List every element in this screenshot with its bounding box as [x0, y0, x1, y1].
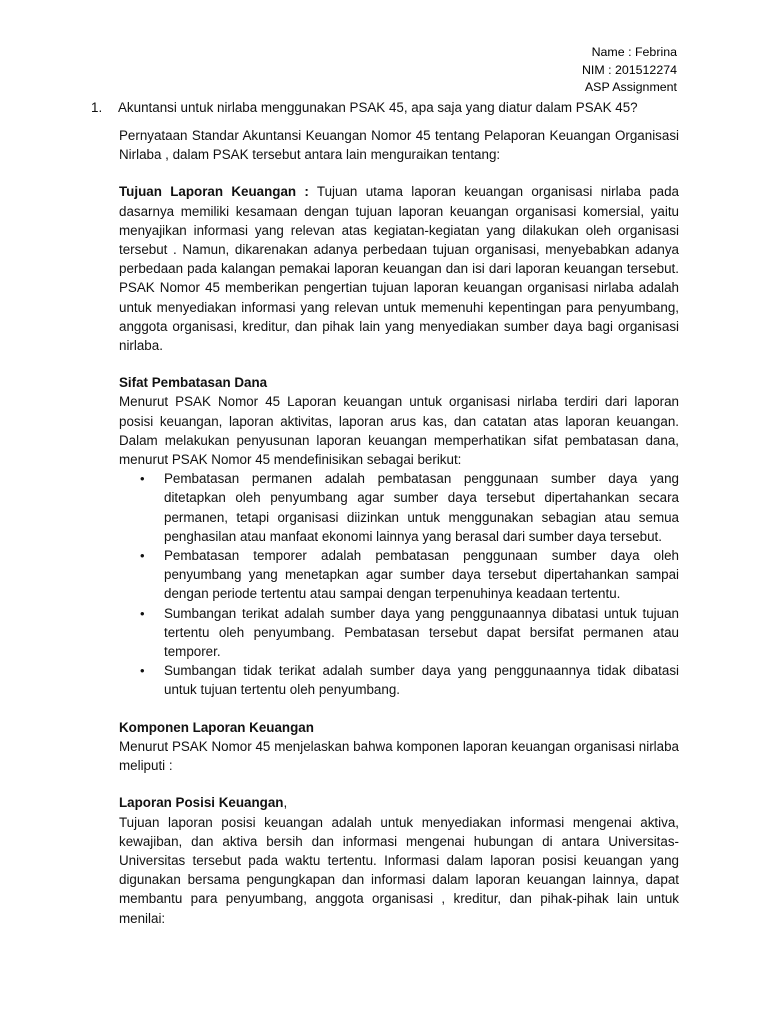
- student-nim: NIM : 201512274: [581, 62, 677, 77]
- question-text: Akuntansi untuk nirlaba menggunakan PSAK 45, apa saja yang diatur dalam PSAK 45?: [118, 100, 638, 115]
- tujuan-heading: Tujuan Laporan Keuangan :: [119, 184, 309, 200]
- intro-paragraph: Pernyataan Standar Akuntansi Keuangan Nomor 45 tentang Pelaporan Keuangan Organisasi Nirlaba , dalam PSAK tersebut antara lain menguraikan tentang:: [119, 128, 679, 163]
- komponen-heading: Komponen Laporan Keuangan: [119, 719, 314, 735]
- bullet-icon: •: [140, 548, 145, 564]
- sifat-bullet-list: [119, 469, 679, 699]
- sifat-heading: Sifat Pembatasan Dana: [119, 375, 268, 391]
- student-name: Name : Febrina: [591, 45, 677, 59]
- komponen-text: Menurut PSAK Nomor 45 menjelaskan bahwa komponen laporan keuangan organisasi nirlaba meliputi :: [119, 738, 679, 774]
- bullet-icon: •: [140, 471, 145, 487]
- tujuan-text: Tujuan utama laporan keuangan organisasi nirlaba pada dasarnya memiliki kesamaan dengan tujuan laporan keuangan organisasi komersial, yaitu menyajikan informasi yang relevan atas kegiatan-kegiatan yang dilakukan oleh organisasi tersebut . Namun, dikarenakan adanya perbedaan tujuan organisasi, menyebabkan adanya perbedaan pada kalangan pemakai laporan keuangan dan isi dari laporan keuangan tersebut. PSAK Nomor 45 memberikan pengertian tujuan laporan keuangan organisasi nirlaba adalah untuk menyediakan informasi yang relevan untuk memenuhi kepentingan para penyumbang, anggota organisasi, kreditur, dan pihak lain yang menyediakan sumber daya bagi organisasi nirlaba.: [119, 184, 679, 354]
- posisi-text: Tujuan laporan posisi keuangan adalah untuk menyediakan informasi mengenai aktiva, kewajiban, dan aktiva bersih dan informasi mengenai hubungan di antara Universitas-Universitas tersebut pada waktu tertentu. Informasi dalam laporan posisi keuangan yang digunakan bersama pengungkapan dan informasi dalam laporan keuangan lainnya, dapat membantu para penyumbang, anggota organisasi , kreditur, dan pihak-pihak lain untuk menilai:: [119, 814, 679, 926]
- question-number: 1.: [91, 100, 103, 115]
- list-item: [119, 604, 679, 662]
- list-item: [119, 661, 679, 699]
- bullet-icon: •: [140, 663, 145, 679]
- question-line: [91, 98, 681, 117]
- assignment-title: ASP Assignment: [584, 80, 677, 95]
- sifat-text: Menurut PSAK Nomor 45 Laporan keuangan untuk organisasi nirlaba terdiri dari laporan posisi keuangan, laporan aktivitas, laporan arus kas, dan catatan atas laporan keuangan. Dalam melakukan penyusunan laporan keuangan memperhatikan sifat pembatasan dana, menurut PSAK Nomor 45 mendefinisikan sebagai berikut:: [119, 394, 679, 468]
- list-item-text: Pembatasan temporer adalah pembatasan penggunaan sumber daya oleh penyumbang yang menetapkan agar sumber daya tersebut dipertahankan sampai dengan periode tertentu atau sampai dengan terpenuhinya keadaan tertentu.: [164, 548, 679, 602]
- tujuan-paragraph: [119, 182, 679, 355]
- bullet-icon: •: [140, 605, 145, 621]
- list-item: [119, 546, 679, 604]
- answer-body: [119, 126, 679, 928]
- list-item-text: Sumbangan tidak terikat adalah sumber daya yang penggunaannya tidak dibatasi untuk tujuan tertentu oleh penyumbang.: [164, 663, 679, 698]
- spacer: [119, 700, 679, 718]
- list-item: [119, 469, 679, 546]
- student-info-header: [582, 44, 677, 97]
- list-item-text: Pembatasan permanen adalah pembatasan penggunaan sumber daya yang ditetapkan oleh penyumbang agar sumber daya tersebut dipertahankan secara permanen, tetapi organisasi diizinkan untuk menggunakan sebagian atau semua penghasilan atau manfaat ekonomi lainnya yang berasal dari sumber daya tersebut.: [164, 471, 679, 544]
- posisi-heading: Laporan Posisi Keuangan: [119, 795, 284, 811]
- list-item-text: Sumbangan terikat adalah sumber daya yang penggunaannya dibatasi untuk tujuan tertentu oleh penyumbang. Pembatasan tersebut dapat bersifat permanen atau temporer.: [164, 605, 679, 660]
- posisi-heading-line: [119, 793, 679, 812]
- posisi-heading-suffix: ,: [283, 795, 288, 811]
